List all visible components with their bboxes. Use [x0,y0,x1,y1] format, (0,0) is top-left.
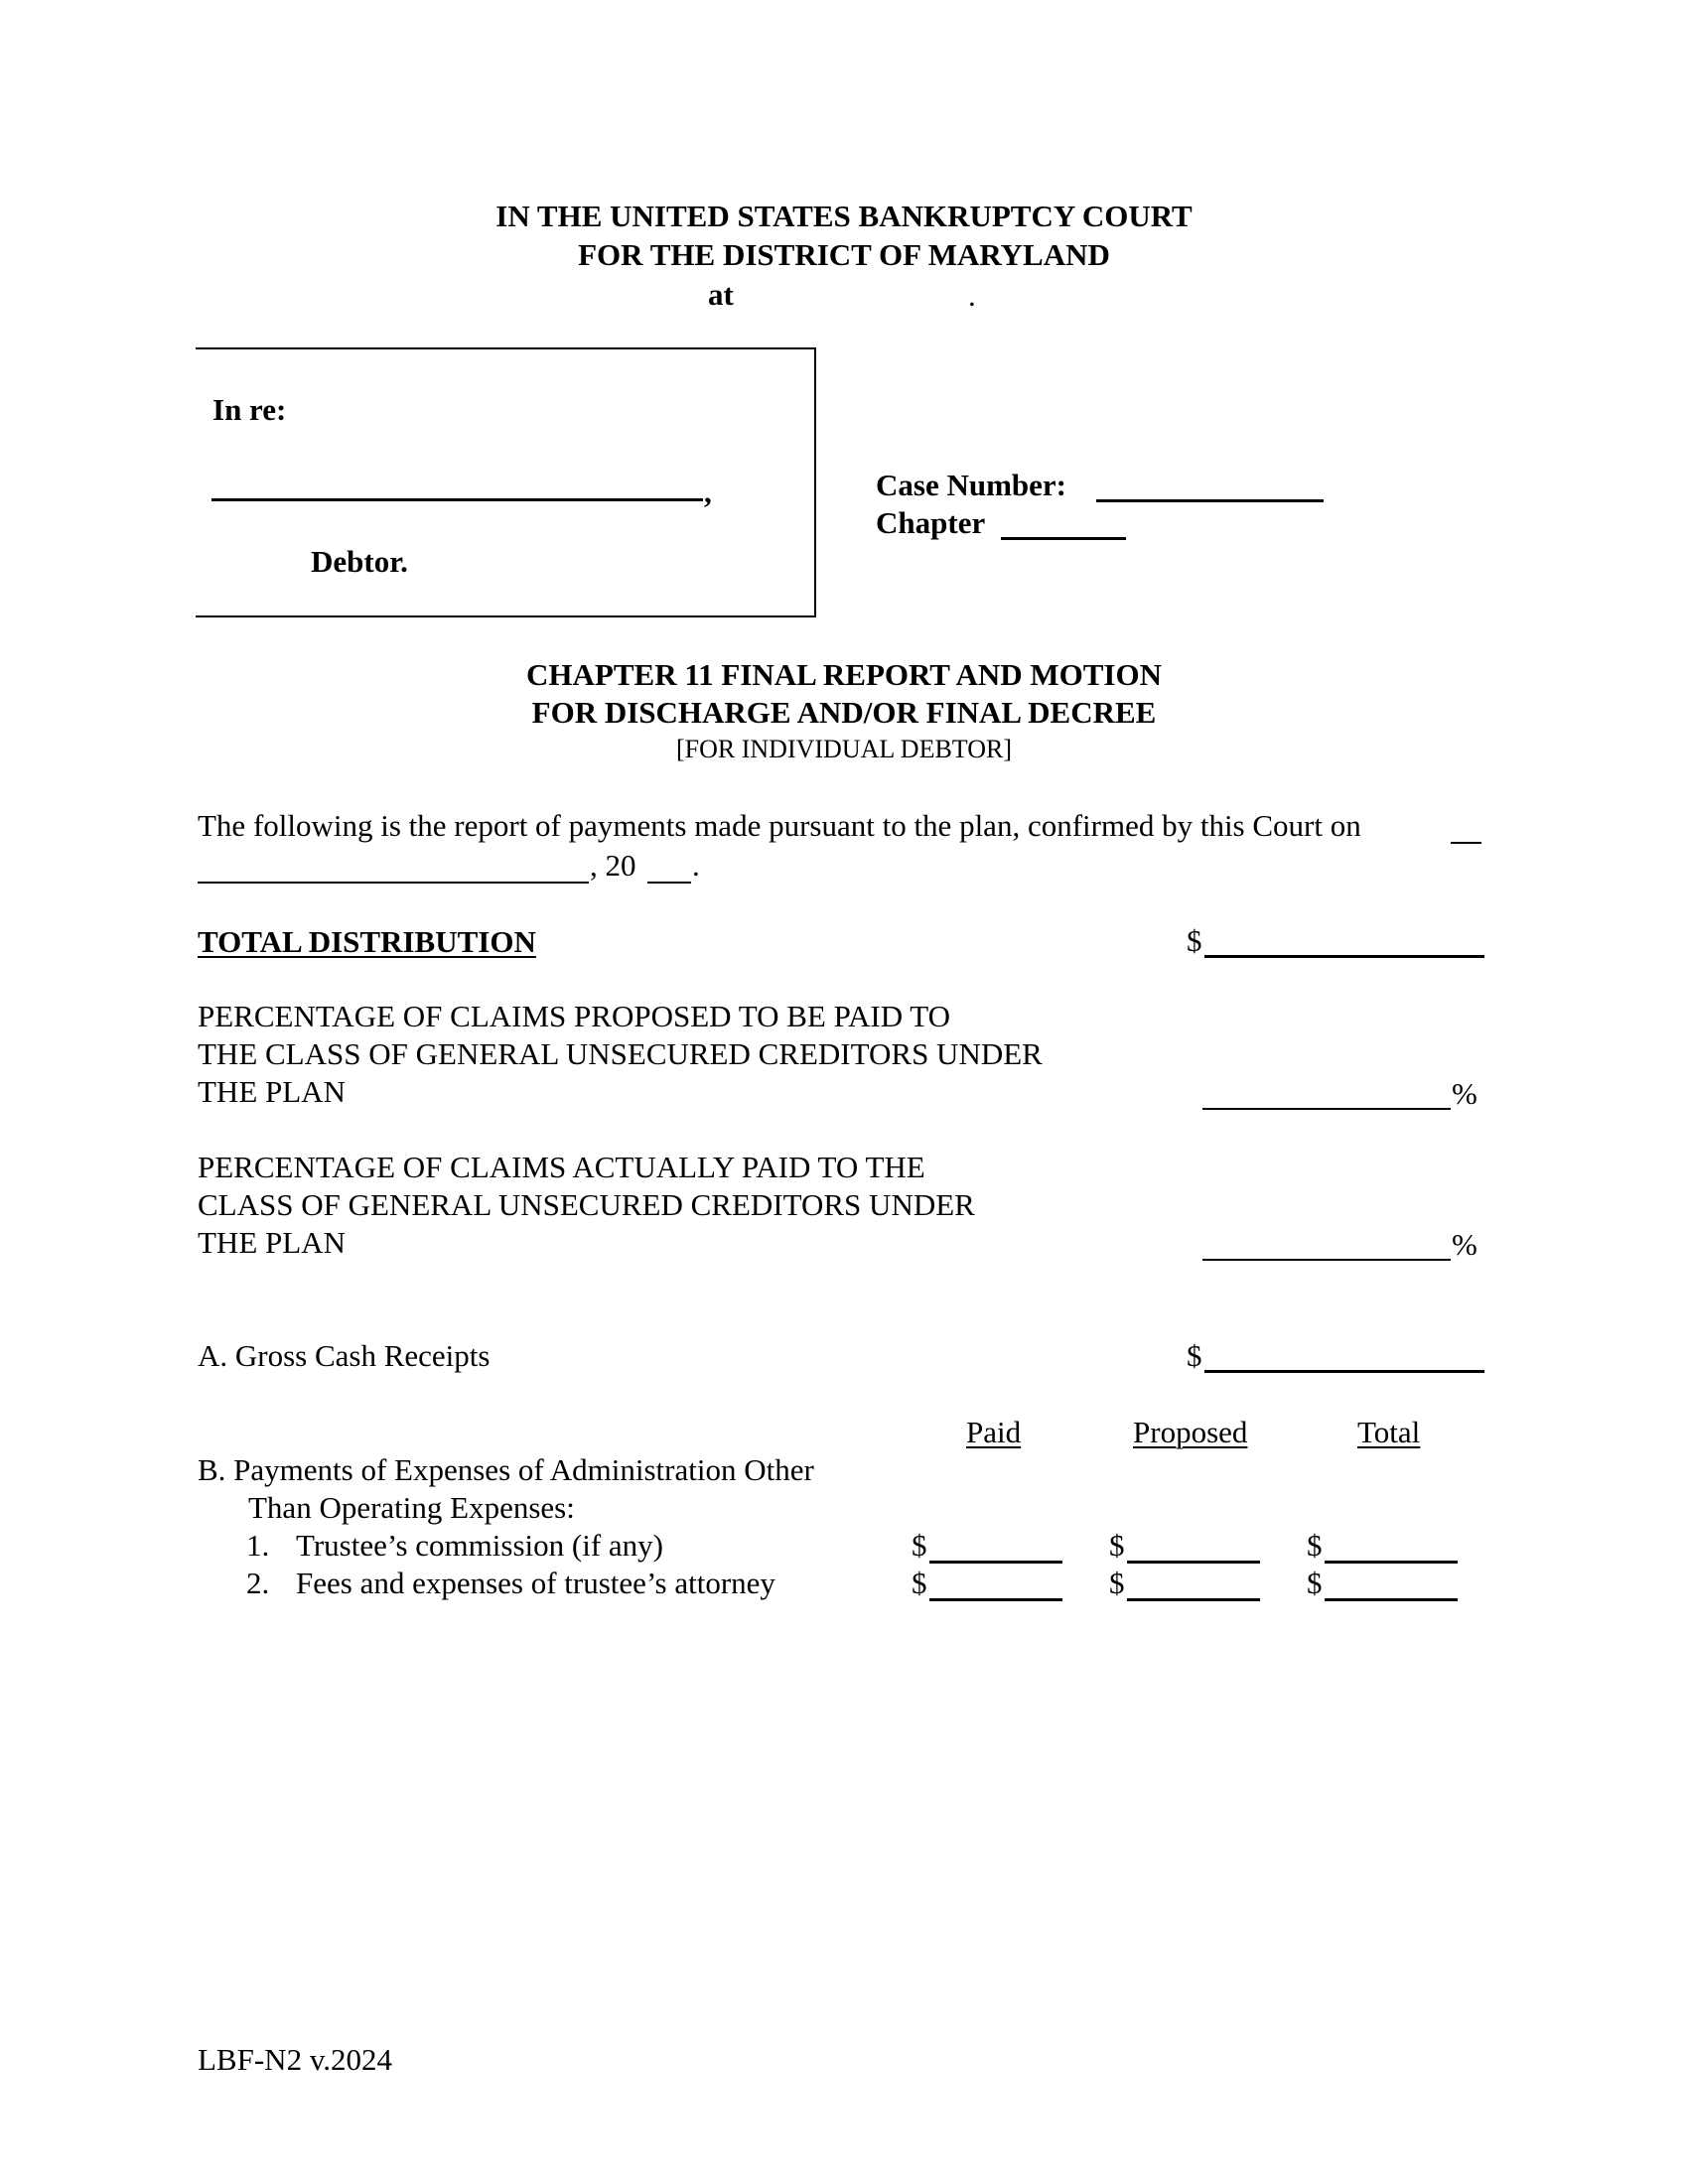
gross-cash-receipts-field[interactable] [1204,1342,1484,1373]
item-number: 1. [246,1528,270,1563]
percent-actual-line3: THE PLAN [198,1225,346,1260]
item-label: Fees and expenses of trustee’s attorney [296,1566,775,1600]
court-title-line1: IN THE UNITED STATES BANKRUPTCY COURT [495,199,1193,233]
item-label: Trustee’s commission (if any) [296,1528,663,1563]
column-paid: Paid [966,1415,1022,1449]
intro-period: . [692,848,700,883]
percent-actual-line1: PERCENTAGE OF CLAIMS ACTUALLY PAID TO THE [198,1150,925,1184]
item-total-field[interactable] [1325,1570,1458,1601]
confirmation-date-field[interactable] [198,854,589,884]
total-distribution-currency: $ [1187,923,1202,958]
percent-actual-line2: CLASS OF GENERAL UNSECURED CREDITORS UNDER [198,1187,975,1222]
total-distribution-field[interactable] [1204,927,1484,958]
item-total-currency: $ [1307,1528,1323,1563]
item-proposed-field[interactable] [1127,1570,1260,1601]
debtor-comma: , [704,475,712,509]
chapter-field[interactable] [1001,509,1126,540]
form-identifier: LBF-N2 v.2024 [198,2042,393,2077]
case-number-label: Case Number: [876,468,1066,502]
item-paid-currency: $ [912,1566,927,1600]
percent-actual-field[interactable] [1202,1231,1451,1261]
column-proposed: Proposed [1133,1415,1248,1449]
item-paid-field[interactable] [929,1570,1062,1601]
gross-cash-receipts-label: A. Gross Cash Receipts [198,1338,491,1373]
item-paid-field[interactable] [929,1533,1062,1564]
item-total-currency: $ [1307,1566,1323,1600]
court-location-period: . [968,278,976,313]
percent-proposed-field[interactable] [1202,1080,1451,1110]
court-title-line2: FOR THE DISTRICT OF MARYLAND [578,237,1110,272]
intro-text: The following is the report of payments made pursuant to the plan, confirmed by this Court on [198,808,1361,843]
section-b-line1: B. Payments of Expenses of Administration Other [198,1452,814,1487]
debtor-name-field[interactable] [211,471,703,501]
report-title-line2: FOR DISCHARGE AND/OR FINAL DECREE [531,695,1157,730]
item-proposed-currency: $ [1109,1566,1125,1600]
debtor-label: Debtor. [311,544,408,579]
percent-proposed-suffix: % [1452,1076,1477,1111]
percent-actual-suffix: % [1452,1227,1477,1262]
report-subtitle: [FOR INDIVIDUAL DEBTOR] [676,735,1012,763]
report-title-line1: CHAPTER 11 FINAL REPORT AND MOTION [526,657,1162,692]
item-paid-currency: $ [912,1528,927,1563]
gross-cash-receipts-currency: $ [1187,1338,1202,1373]
court-location-label: at [708,277,734,312]
in-re-label: In re: [212,392,287,427]
item-total-field[interactable] [1325,1533,1458,1564]
percent-proposed-line1: PERCENTAGE OF CLAIMS PROPOSED TO BE PAID TO [198,999,951,1033]
year-prefix: , 20 [590,848,636,883]
confirmation-date-field-start[interactable] [1451,814,1481,844]
percent-proposed-line2: THE CLASS OF GENERAL UNSECURED CREDITORS UNDER [198,1036,1043,1071]
column-total: Total [1357,1415,1421,1449]
case-number-field[interactable] [1096,472,1324,502]
confirmation-year-field[interactable] [647,854,691,884]
item-proposed-currency: $ [1109,1528,1125,1563]
item-number: 2. [246,1566,270,1600]
chapter-label: Chapter [876,505,986,540]
section-b-line2: Than Operating Expenses: [248,1490,575,1525]
item-proposed-field[interactable] [1127,1533,1260,1564]
percent-proposed-line3: THE PLAN [198,1074,346,1109]
total-distribution-label: TOTAL DISTRIBUTION [198,924,536,959]
